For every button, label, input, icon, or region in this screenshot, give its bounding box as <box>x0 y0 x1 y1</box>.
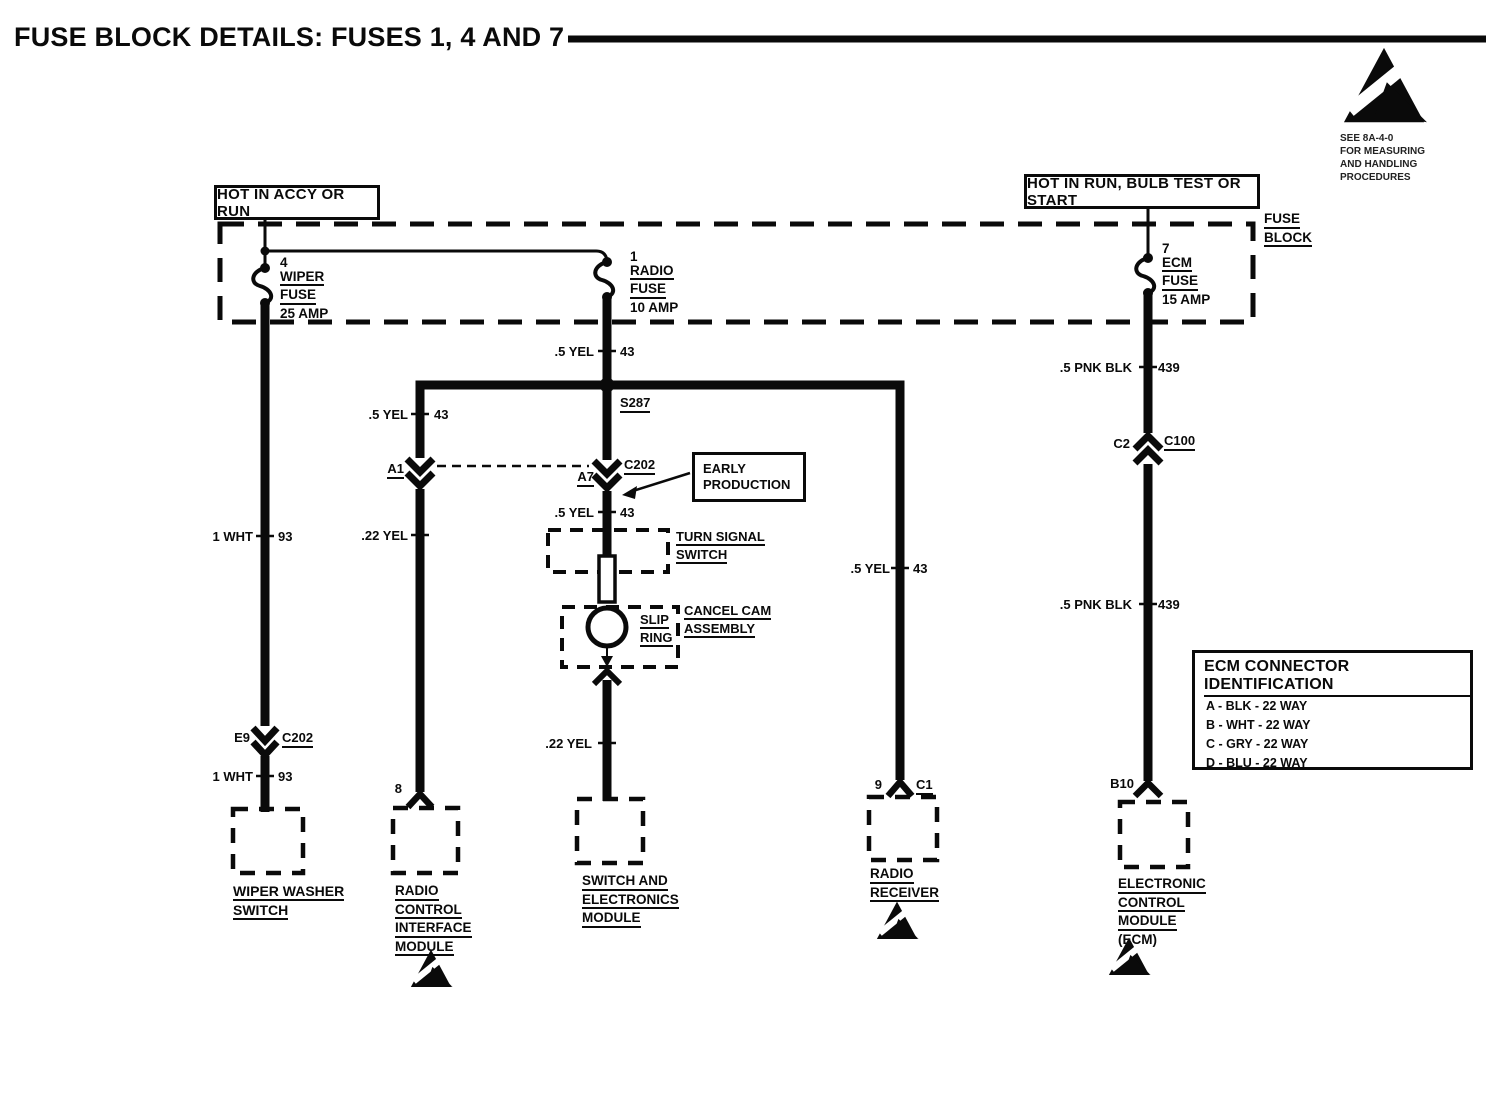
connector-b10-label: B10 <box>1110 776 1134 791</box>
wire-receiver-branch-gauge: .5 YEL <box>850 561 890 576</box>
component-box-radio-control-interface-module <box>393 808 458 873</box>
connector-c1-label: C1 <box>916 778 933 795</box>
wire-wiper-upper-gauge: 1 WHT <box>212 529 253 544</box>
radio-fuse-symbol <box>595 262 613 297</box>
turn-signal-switch-label: TURN SIGNAL SWITCH <box>676 529 765 562</box>
esd-warning-note: SEE 8A-4-0 FOR MEASURING AND HANDLING PROCEDURES <box>1340 133 1425 183</box>
switch-pin-symbol <box>599 556 615 602</box>
wire-wiper-lower-gauge: 1 WHT <box>212 769 253 784</box>
power-source-run <box>1024 174 1260 209</box>
ecm-connector-id-title: ECM CONNECTOR IDENTIFICATION <box>1204 658 1470 697</box>
wire-center-branch-circuit: 43 <box>620 505 635 520</box>
wiper-washer-switch-label: WIPER WASHER SWITCH <box>233 883 345 918</box>
connector-pin9-c1-chevron <box>888 782 912 796</box>
wire-left-branch-gauge: .5 YEL <box>368 407 408 422</box>
ecm-fuse-symbol <box>1136 258 1154 293</box>
wire-radio-feed-circuit: 43 <box>620 344 635 359</box>
connector-pin8-chevron <box>408 794 432 807</box>
connector-e9-label: E9 <box>234 730 250 745</box>
component-box-wiper-washer-switch <box>233 809 303 873</box>
wire-center-branch-gauge: .5 YEL <box>554 505 594 520</box>
wire-wiper-lower-circuit: 93 <box>278 769 293 784</box>
connector-c202-mid-label: C202 <box>624 458 655 475</box>
wire-left-branch-circuit: 43 <box>434 407 449 422</box>
slip-ring-label: SLIP RING <box>640 612 673 645</box>
connector-a1-label: A1 <box>364 462 404 479</box>
ecm-connector-id-row-d: D - BLU - 22 WAY <box>1206 756 1308 770</box>
connector-pin9-label: 9 <box>874 777 882 792</box>
connector-b10-chevron <box>1135 783 1161 796</box>
ecm-connector-id-panel <box>1192 650 1473 770</box>
ecm-connector-id-row-a: A - BLK - 22 WAY <box>1206 699 1308 713</box>
power-source-accy <box>214 185 380 220</box>
early-production-line2: PRODUCTION <box>703 477 791 493</box>
connector-a7-label: A7 <box>556 470 594 487</box>
connector-c202-wiper-label: C202 <box>282 731 313 748</box>
esd-warning-icon <box>1344 48 1427 122</box>
switch-and-electronics-module-label: SWITCH AND ELECTRONICS MODULE <box>582 874 679 930</box>
component-box-radio-receiver <box>869 797 937 860</box>
power-source-accy-label: HOT IN ACCY OR RUN <box>217 185 345 220</box>
radio-fuse-label: 1 RADIO FUSE 10 AMP <box>630 249 679 315</box>
connector-c2-c100-chevron <box>1135 436 1161 463</box>
component-box-ecm <box>1120 802 1188 867</box>
ecm-connector-id-row-b: B - WHT - 22 WAY <box>1206 718 1311 732</box>
early-production-line1: EARLY <box>703 461 746 476</box>
connector-pin8-label: 8 <box>394 781 402 796</box>
wire-ecm-upper-circuit: 439 <box>1158 360 1180 375</box>
splice-label: S287 <box>620 396 650 413</box>
wiper-fuse-label: 4 WIPER FUSE 25 AMP <box>280 255 329 321</box>
page-title: FUSE BLOCK DETAILS: FUSES 1, 4 AND 7 <box>14 22 565 52</box>
fuse-block-label: FUSE BLOCK <box>1264 212 1312 249</box>
power-source-run-label: HOT IN RUN, BULB TEST OR START <box>1027 174 1241 209</box>
slip-ring-arrow <box>601 646 613 667</box>
esd-icon-radio-receiver <box>877 902 919 939</box>
wire-radio-feed-gauge: .5 YEL <box>554 344 594 359</box>
component-box-switch-and-electronics-module <box>577 799 643 863</box>
ecm-connector-id-row-c: C - GRY - 22 WAY <box>1206 737 1309 751</box>
wire-rcim-branch-gauge: .22 YEL <box>361 528 408 543</box>
slip-ring-circle <box>588 608 626 646</box>
connector-a7-c202-chevron <box>594 461 620 488</box>
feed-wires <box>265 205 1148 268</box>
cancel-cam-assembly-label: CANCEL CAM ASSEMBLY <box>684 603 772 636</box>
wire-ecm-upper-gauge: .5 PNK BLK <box>1059 360 1132 375</box>
wire-receiver-branch-circuit: 43 <box>913 561 928 576</box>
early-production-arrow <box>622 473 690 499</box>
wire-wiper-upper-circuit: 93 <box>278 529 293 544</box>
early-production-callout <box>692 452 806 502</box>
wire-sem-branch-gauge: .22 YEL <box>545 736 592 751</box>
connector-c100-label: C100 <box>1164 434 1195 451</box>
fuse-block-outline <box>220 224 1253 322</box>
wire-ecm-lower-circuit: 439 <box>1158 597 1180 612</box>
ecm-label: ELECTRONIC CONTROL MODULE (ECM) <box>1118 876 1206 947</box>
connector-e9-c202-chevron <box>253 728 277 755</box>
radio-receiver-label: RADIO RECEIVER <box>870 867 939 904</box>
ecm-fuse-label: 7 ECM FUSE 15 AMP <box>1162 241 1211 307</box>
wire-ecm-lower-gauge: .5 PNK BLK <box>1059 597 1132 612</box>
wiper-fuse-symbol <box>253 268 271 303</box>
connector-c2-label: C2 <box>1113 436 1130 451</box>
radio-control-interface-module-label: RADIO CONTROL INTERFACE MODULE <box>395 884 472 958</box>
connector-a1-chevron <box>407 459 433 486</box>
